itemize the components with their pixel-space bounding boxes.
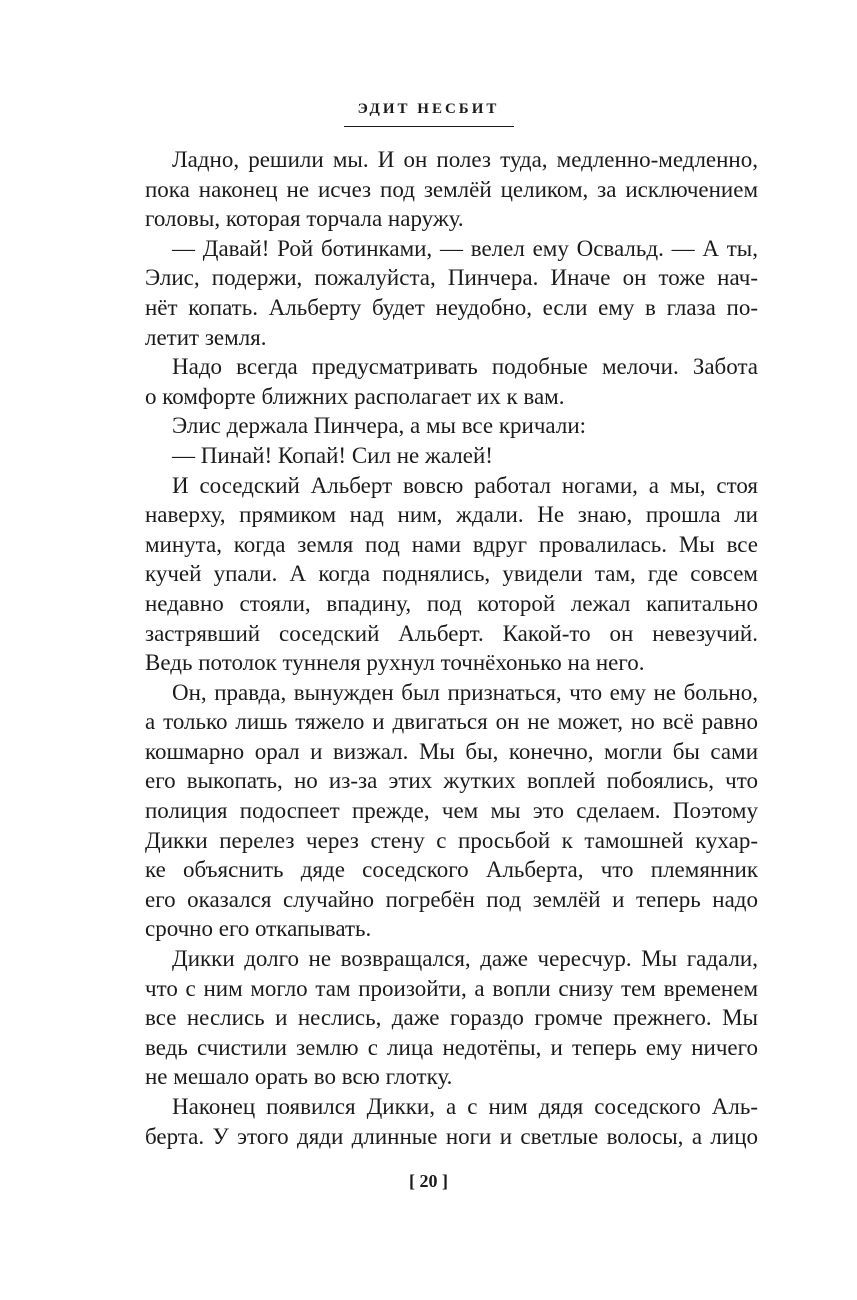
text-line: о комфорте ближних располагает их к вам.	[145, 383, 565, 409]
text-line: пока наконец не исчез под землёй целиком, за исключением	[145, 176, 758, 202]
text-line: минута, когда земля под нами вдруг провалилась. Мы все	[145, 531, 758, 557]
text-line: Элис держала Пинчера, а мы все кричали:	[172, 413, 587, 439]
text-line: полиция подоспеет прежде, чем мы это сделаем. Поэтому	[145, 798, 758, 824]
page-body	[145, 145, 758, 1151]
text-line: кучей упали. А когда поднялись, увидели там, где совсем	[145, 561, 758, 587]
text-line: ке объяснить дяде соседского Альберта, что племянник	[145, 857, 758, 883]
text-line: И соседский Альберт вовсю работал ногами, а мы, стоя	[172, 472, 758, 498]
page-footer	[0, 1171, 857, 1192]
text-line: его выкопать, но из-за этих жутких воплей побоялись, что	[145, 768, 758, 794]
text-line: его оказался случайно погребён под землёй и теперь надо	[145, 886, 758, 912]
text-line: застрявший соседский Альберт. Какой-то он невезучий.	[145, 620, 758, 646]
text-line: Дикки долго не возвращался, даже чересчур. Мы гадали,	[172, 946, 758, 972]
text-line: головы, которая торчала наружу.	[145, 206, 464, 232]
text-line: Ладно, решили мы. И он полез туда, медленно-медленно,	[172, 147, 758, 172]
text-line: Наконец появился Дикки, а с ним дядя соседского Аль-	[172, 1094, 758, 1119]
text-line: а только лишь тяжело и двигаться он не может, но всё равно	[145, 709, 758, 735]
text-line: — Давай! Рой ботинками, — велел ему Освальд. — А ты,	[172, 235, 758, 261]
text-line: все неслись и неслись, даже гораздо громче прежнего. Мы	[145, 1005, 758, 1031]
text-line: Дикки перелез через стену с просьбой к тамошней кухар-	[145, 827, 758, 853]
text-line: недавно стояли, впадину, под которой лежал капитально	[145, 590, 758, 616]
running-title: ЭДИТ НЕСБИТ	[344, 101, 514, 127]
text-line: берта. У этого дяди длинные ноги и светлые волосы, а лицо	[145, 1123, 758, 1149]
text-line: Ведь потолок туннеля рухнул точнёхонько на него.	[145, 650, 645, 676]
text-line: Элис, подержи, пожалуйста, Пинчера. Иначе он тоже нач-	[145, 265, 758, 291]
text-line: кошмарно орал и визжал. Мы бы, конечно, могли бы сами	[145, 738, 758, 764]
text-line: срочно его откапывать.	[145, 916, 372, 942]
text-line: — Пинай! Копай! Сил не жалей!	[172, 442, 493, 468]
text-line: Надо всегда предусматривать подобные мелочи. Забота	[172, 354, 758, 380]
text-line: ведь счистили землю с лица недотёпы, и теперь ему ничего	[145, 1034, 758, 1060]
text-line: Он, правда, вынужден был признаться, что ему не больно,	[172, 679, 758, 705]
text-line: летит земля.	[145, 324, 267, 350]
text-line: что с ним могло там произойти, а вопли снизу тем временем	[145, 975, 758, 1001]
text-line: нёт копать. Альберту будет неудобно, если ему в глаза по-	[145, 294, 758, 320]
page-number: [ 20 ]	[409, 1171, 448, 1191]
text-line: наверху, прямиком над ним, ждали. Не знаю, прошла ли	[145, 502, 758, 528]
running-header	[0, 100, 857, 127]
text-line: не мешало орать во всю глотку.	[145, 1064, 453, 1090]
